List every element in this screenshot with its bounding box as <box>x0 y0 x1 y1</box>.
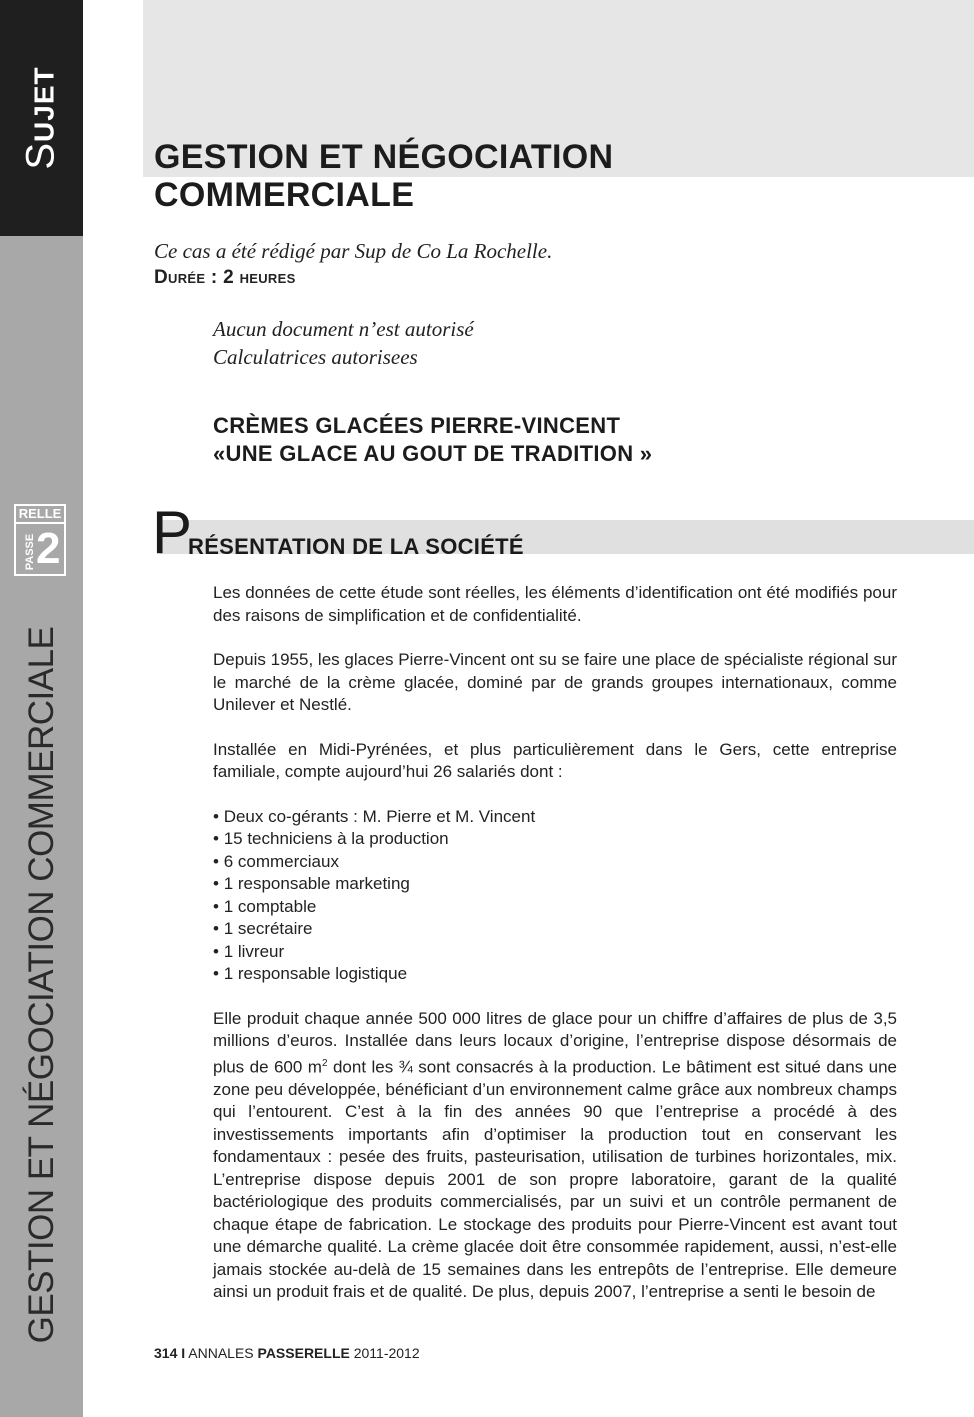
superscript-2: 2 <box>321 1057 328 1069</box>
footer-brand: PASSERELLE <box>257 1345 350 1361</box>
paragraph-history: Depuis 1955, les glaces Pierre-Vincent ont su se faire une place de spécialiste régional sur le marché de la crème glacée, dominé par de grands groupes internationaux, comme Unilever et Nestlé. <box>213 650 897 714</box>
instruction-documents: Aucun document n’est autorisé <box>213 317 474 341</box>
footer-annales: ANNALES <box>188 1345 254 1361</box>
production-text-a: Elle produit chaque année 500 000 litres de glace pour un chiffre d’affaires de plus de 3,5 millions d’euros. Installée dans leurs locaux d’origine, l’entreprise dispose désormais de plus de 600 m <box>213 1008 897 1077</box>
vertical-section-title: GESTION ET NÉGOCIATION COMMERCIALE <box>22 626 61 1344</box>
sujet-initial: S <box>18 141 63 170</box>
author-credit: Ce cas a été rédigé par Sup de Co La Rochelle. <box>154 239 553 263</box>
footer-separator: I <box>181 1345 186 1361</box>
section-heading-initial: P <box>152 499 193 566</box>
list-item: • 1 responsable marketing <box>213 873 897 896</box>
logo-number: 2 <box>36 524 61 573</box>
paragraph-intro: Les données de cette étude sont réelles, les éléments d’identification ont été modifiés pour des raisons de simplification et de confidentialité. <box>213 583 897 625</box>
footer-years: 2011-2012 <box>353 1345 420 1361</box>
exam-duration: Durée : 2 heures <box>154 267 296 288</box>
list-item: • 15 techniciens à la production <box>213 828 897 851</box>
staff-list <box>213 806 897 986</box>
list-item: • 1 secrétaire <box>213 918 897 941</box>
exam-instructions <box>213 315 474 371</box>
paragraph-production <box>213 1008 897 1304</box>
list-item: • 1 livreur <box>213 941 897 964</box>
page-number: 314 <box>154 1345 178 1361</box>
page-title-line2: COMMERCIALE <box>154 176 415 214</box>
list-item: • 1 comptable <box>213 896 897 919</box>
passerelle-logo <box>14 504 66 576</box>
case-title-line1: CRÈMES GLACÉES PIERRE-VINCENT <box>213 413 621 438</box>
page-footer <box>154 1345 420 1361</box>
logo-top-text: RELLE <box>16 506 64 524</box>
page-title <box>154 138 613 214</box>
paragraph-staff-intro: Installée en Midi-Pyrénées, et plus particulièrement dans le Gers, cette entreprise familiale, compte aujourd’hui 26 salariés dont : <box>213 739 897 781</box>
logo-side-text: PASSE <box>24 533 36 571</box>
sujet-rest: UJET <box>28 66 60 142</box>
sujet-label <box>19 66 64 169</box>
body-text <box>213 582 897 1304</box>
production-text-b: dont les ¾ sont consacrés à la production. Le bâtiment est situé dans une zone peu développée, bénéficiant d’un environnement calme grâce aux nombreux champs qui l’entourent. C’est à la fin des années 90 que l’entreprise a procédé à des investissements importants afin d’optimiser la production tout en conservant les fondamentaux : pesée des fruits, pasteurisation, utilisation de turbines horizontales, mix. L’entreprise dispose depuis 2001 de son propre laboratoire, garant de la qualité bactériologique des produits commercialisés, par un suivi et un contrôle permanent de chaque étape de fabrication. Le stockage des produits pour Pierre-Vincent est avant tout une démarche qualité. La crème glacée doit être consommée rapidement, aussi, n’est-elle jamais stockée au-delà de 15 semaines dans les entrepôts de l’entreprise. Elle demeure ainsi un produit frais et de qualité. De plus, depuis 2007, l’entreprise a senti le besoin de <box>213 1057 897 1302</box>
list-item: • Deux co-gérants : M. Pierre et M. Vincent <box>213 806 897 829</box>
list-item: • 6 commerciaux <box>213 851 897 874</box>
case-title-line2: «UNE GLACE AU GOUT DE TRADITION » <box>213 441 653 466</box>
case-title <box>213 412 652 468</box>
instruction-calculators: Calculatrices autorisees <box>213 345 418 369</box>
page-title-line1: GESTION ET NÉGOCIATION <box>154 138 614 176</box>
section-heading: RÉSENTATION DE LA SOCIÉTÉ <box>188 534 524 559</box>
list-item: • 1 responsable logistique <box>213 963 897 986</box>
